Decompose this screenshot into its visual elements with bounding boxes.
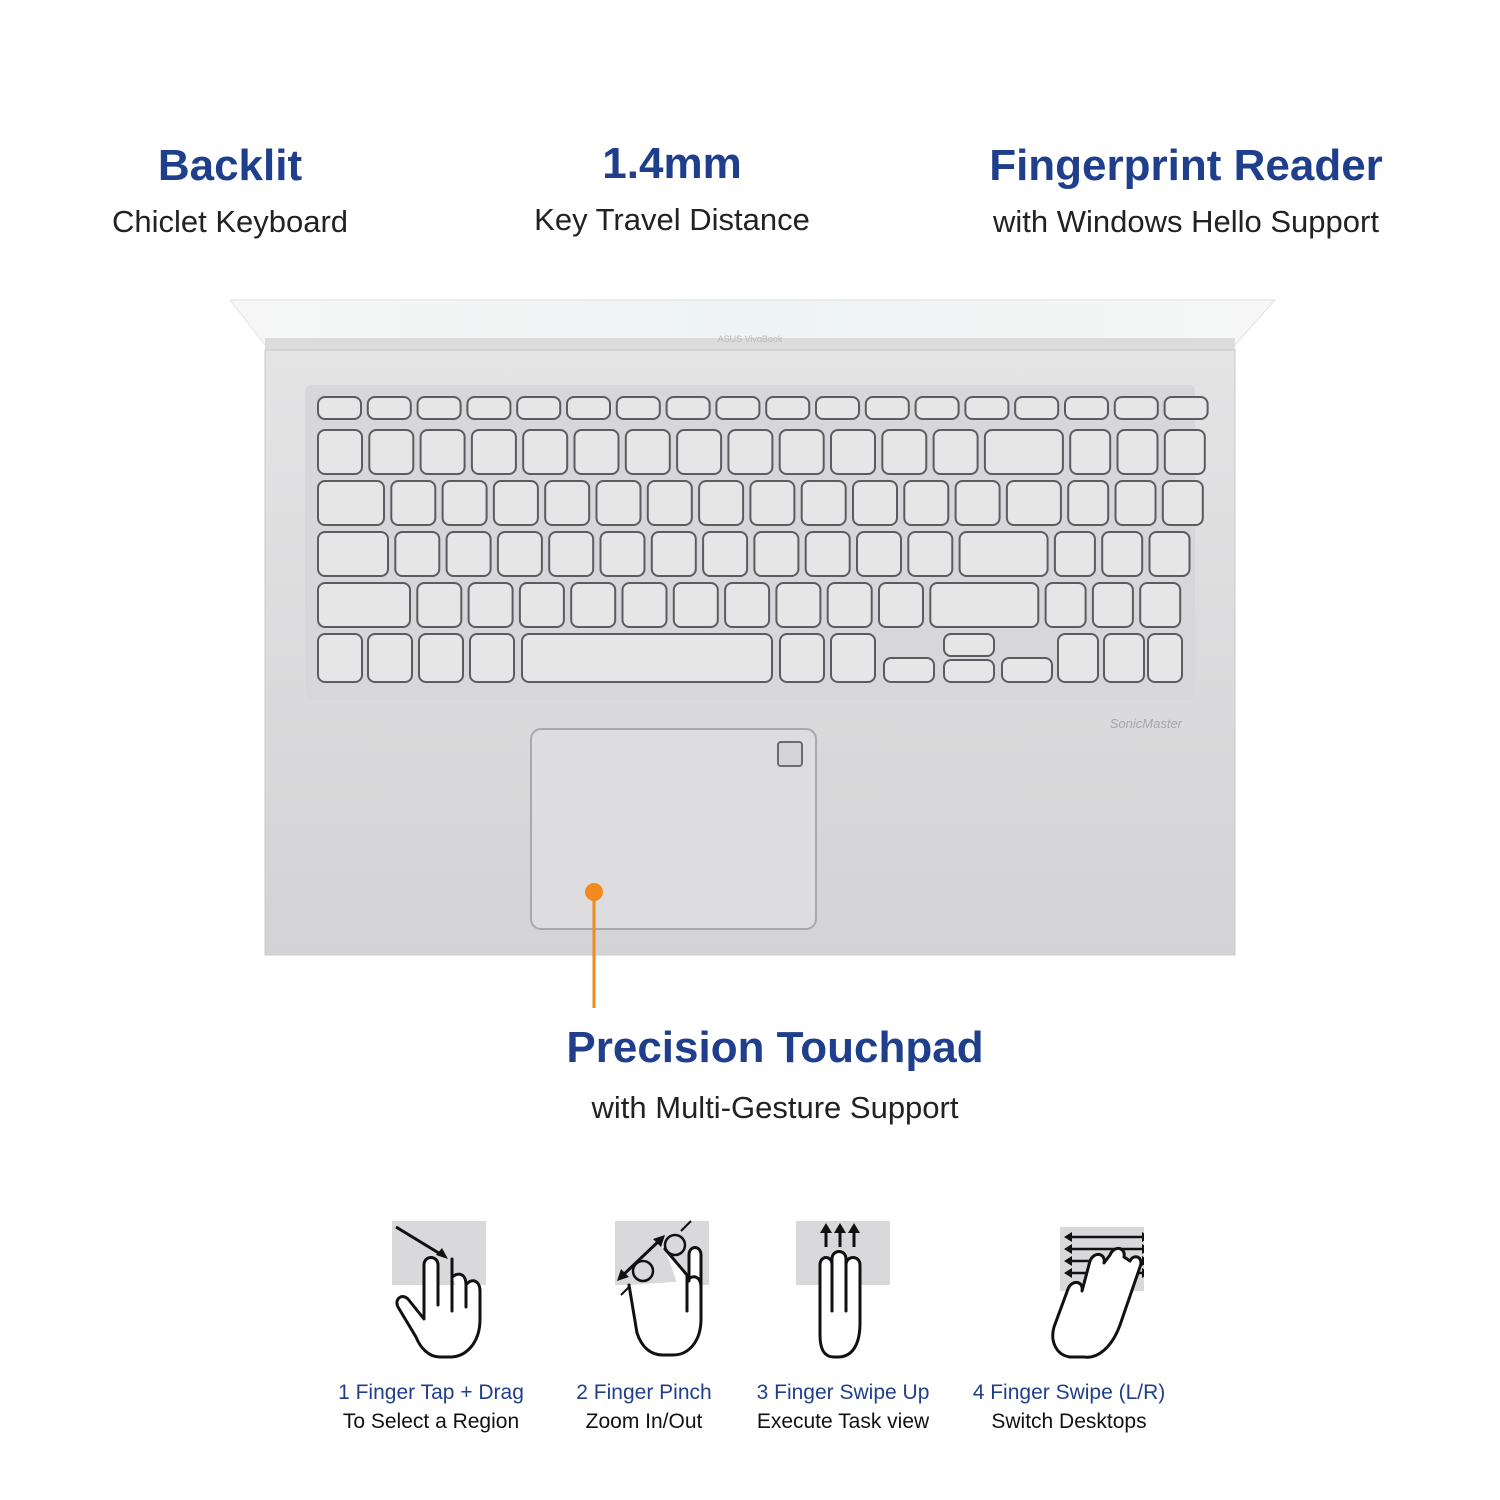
- keyboard-key: [806, 532, 850, 576]
- keyboard-key: [1165, 430, 1205, 474]
- keyboard-key: [318, 430, 362, 474]
- keyboard-key: [469, 583, 513, 627]
- keyboard-key: [780, 430, 824, 474]
- gesture-tap-drag: [316, 1215, 546, 1437]
- keyboard-key: [601, 532, 645, 576]
- keyboard-key: [1148, 634, 1182, 682]
- keyboard-key: [567, 397, 610, 419]
- keyboard-key: [395, 532, 439, 576]
- keyboard-key: [318, 583, 410, 627]
- touchpad-subtitle: with Multi-Gesture Support: [591, 1090, 959, 1125]
- keyboard-key: [908, 532, 952, 576]
- keyboard-key: [944, 634, 994, 656]
- keyboard-key: [1015, 397, 1058, 419]
- gesture-caption: Execute Task view: [756, 1410, 930, 1433]
- keyboard-key: [1115, 397, 1158, 419]
- keyboard-key: [780, 634, 824, 682]
- keyboard-key: [597, 481, 641, 525]
- keyboard-key: [623, 583, 667, 627]
- keyboard-key: [916, 397, 959, 419]
- keyboard-key: [677, 430, 721, 474]
- gesture-title: 4 Finger Swipe (L/R): [972, 1381, 1166, 1404]
- callout-dot: [585, 883, 603, 901]
- feature-subtitle: Chiclet Keyboard: [111, 204, 349, 239]
- keyboard-key: [882, 430, 926, 474]
- keyboard-key: [1102, 532, 1142, 576]
- audio-brand-mark: SonicMaster: [1109, 716, 1182, 731]
- keyboard-key: [725, 583, 769, 627]
- keyboard-key: [1058, 634, 1098, 682]
- keyboard-key: [648, 481, 692, 525]
- gesture-title: 1 Finger Tap + Drag: [338, 1381, 524, 1404]
- keyboard-key: [1150, 532, 1190, 576]
- keyboard-key: [318, 634, 362, 682]
- keyboard-key: [703, 532, 747, 576]
- keyboard-key: [1068, 481, 1108, 525]
- feature-title: 1.4mm: [602, 139, 742, 188]
- gesture-swipe-lr: [954, 1215, 1184, 1437]
- keyboard-key: [960, 532, 1048, 576]
- gesture-caption: Zoom In/Out: [585, 1410, 703, 1433]
- keyboard-key: [766, 397, 809, 419]
- keyboard-key: [318, 481, 384, 525]
- feature-title: Fingerprint Reader: [989, 141, 1383, 190]
- keyboard-key: [472, 430, 516, 474]
- keyboard-key: [523, 430, 567, 474]
- keyboard-key: [575, 430, 619, 474]
- keyboard-key: [549, 532, 593, 576]
- keyboard-key: [652, 532, 696, 576]
- keyboard-key: [369, 430, 413, 474]
- keyboard-key: [750, 481, 794, 525]
- keyboard-key: [776, 583, 820, 627]
- keyboard-key: [1093, 583, 1133, 627]
- keyboard-key: [1046, 583, 1086, 627]
- keyboard-key: [520, 583, 564, 627]
- keyboard-key: [318, 397, 361, 419]
- keyboard-key: [494, 481, 538, 525]
- keyboard-key: [368, 634, 412, 682]
- feature-subtitle: with Windows Hello Support: [993, 204, 1379, 239]
- keyboard-key: [617, 397, 660, 419]
- keyboard-key: [884, 658, 934, 682]
- keyboard-key: [522, 634, 772, 682]
- gesture-pinch: [529, 1215, 759, 1437]
- keyboard-key: [1118, 430, 1158, 474]
- keyboard-key: [545, 481, 589, 525]
- keyboard-key: [904, 481, 948, 525]
- keyboard-key: [498, 532, 542, 576]
- pinch-gesture-icon: [569, 1215, 719, 1365]
- keyboard-key: [831, 430, 875, 474]
- gesture-caption: To Select a Region: [342, 1410, 520, 1433]
- keyboard-key: [985, 430, 1063, 474]
- swipe-up-gesture-icon: [768, 1215, 918, 1365]
- gesture-title: 2 Finger Pinch: [576, 1381, 712, 1404]
- keyboard-key: [802, 481, 846, 525]
- keyboard-key: [1116, 481, 1156, 525]
- gesture-swipe-up: [728, 1215, 958, 1437]
- keyboard-key: [1002, 658, 1052, 682]
- keyboard-key: [1165, 397, 1208, 419]
- keyboard-key: [1065, 397, 1108, 419]
- keyboard-key: [674, 583, 718, 627]
- touchpad-feature: [520, 1020, 1030, 1128]
- keyboard-key: [828, 583, 872, 627]
- keyboard-key: [418, 397, 461, 419]
- keyboard-key: [754, 532, 798, 576]
- keyboard-key: [879, 583, 923, 627]
- swipe-lr-gesture-icon: [994, 1215, 1144, 1365]
- keyboard-key: [866, 397, 909, 419]
- keyboard-key: [368, 397, 411, 419]
- keyboard-key: [626, 430, 670, 474]
- touchpad-title: Precision Touchpad: [566, 1023, 984, 1072]
- keyboard-key: [470, 634, 514, 682]
- laptop-brand-mark: ASUS VivoBook: [717, 334, 783, 344]
- keyboard-key: [965, 397, 1008, 419]
- keyboard-key: [831, 634, 875, 682]
- keyboard-key: [816, 397, 859, 419]
- keyboard-key: [699, 481, 743, 525]
- touchpad: [531, 729, 816, 929]
- keyboard-key: [1007, 481, 1061, 525]
- keyboard-key: [443, 481, 487, 525]
- keyboard-key: [728, 430, 772, 474]
- feature-title: Backlit: [157, 141, 303, 190]
- keyboard-key: [419, 634, 463, 682]
- keyboard-key: [318, 532, 388, 576]
- keyboard-key: [1163, 481, 1203, 525]
- keyboard-key: [716, 397, 759, 419]
- keyboard-key: [853, 481, 897, 525]
- keyboard-key: [1140, 583, 1180, 627]
- keyboard-key: [421, 430, 465, 474]
- gesture-title: 3 Finger Swipe Up: [756, 1381, 930, 1404]
- keyboard-key: [467, 397, 510, 419]
- keyboard-key: [447, 532, 491, 576]
- keyboard-key: [1055, 532, 1095, 576]
- keyboard-key: [571, 583, 615, 627]
- keyboard-key: [944, 660, 994, 682]
- tap-drag-gesture-icon: [356, 1215, 506, 1365]
- keyboard-key: [391, 481, 435, 525]
- fingerprint-sensor: [778, 742, 802, 766]
- keyboard-key: [934, 430, 978, 474]
- keyboard-key: [956, 481, 1000, 525]
- keyboard-key: [667, 397, 710, 419]
- keyboard-key: [857, 532, 901, 576]
- keyboard-key: [417, 583, 461, 627]
- feature-subtitle: Key Travel Distance: [534, 202, 810, 237]
- keyboard-key: [1104, 634, 1144, 682]
- keyboard-key: [1070, 430, 1110, 474]
- keyboard-key: [517, 397, 560, 419]
- keyboard-key: [930, 583, 1038, 627]
- gesture-caption: Switch Desktops: [991, 1410, 1147, 1433]
- keyboard: [318, 397, 1208, 682]
